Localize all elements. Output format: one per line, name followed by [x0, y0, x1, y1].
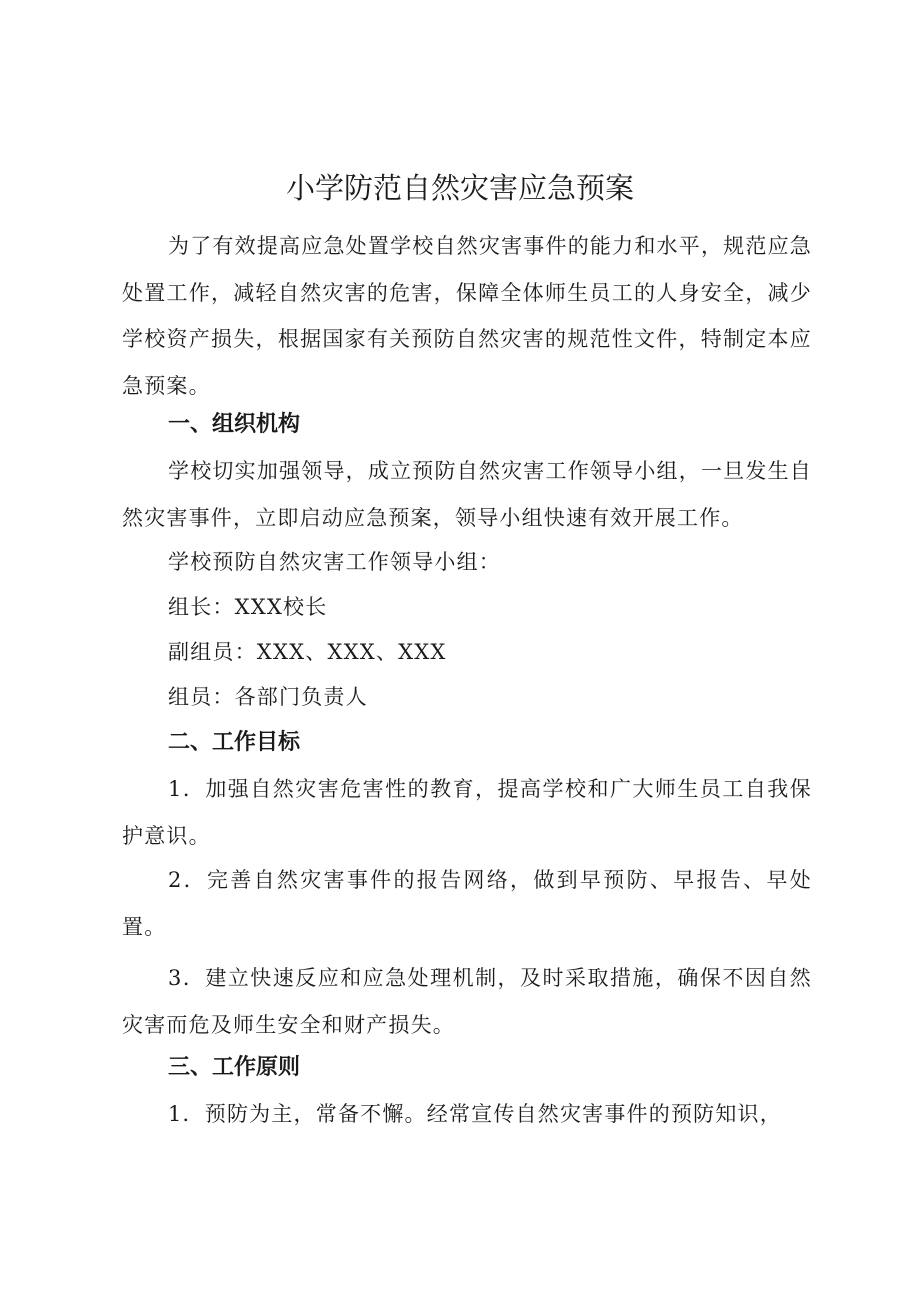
group-deputy-line: 副组员：XXX、XXX、XXX — [168, 640, 447, 664]
group-members-line: 组员：各部门负责人 — [168, 685, 368, 709]
section-2-item-1: 1．加强自然灾害危害性的教育，提高学校和广大师生员工自我保护意识。 — [122, 777, 812, 848]
section-2-item-3: 3．建立快速反应和应急处理机制，及时采取措施，确保不因自然灾害而危及师生安全和财产损失。 — [122, 966, 812, 1037]
section-3-heading: 三、工作原则 — [168, 1055, 301, 1080]
document-title: 小学防范自然灾害应急预案 — [285, 171, 634, 205]
group-leader-line: 组长：XXX校长 — [168, 595, 328, 619]
intro-paragraph: 为了有效提高应急处置学校自然灾害事件的能力和水平，规范应急处置工作，减轻自然灾害的危害，保障全体师生员工的人身安全，减少学校资产损失，根据国家有关预防自然灾害的规范性文件，特制定本应急预案。 — [122, 234, 812, 398]
section-1-paragraph: 学校切实加强领导，成立预防自然灾害工作领导小组，一旦发生自然灾害事件，立即启动应急预案，领导小组快速有效开展工作。 — [122, 459, 812, 530]
section-3-item-1: 1．预防为主，常备不懈。经常宣传自然灾害事件的预防知识， — [168, 1102, 782, 1126]
section-2-item-2: 2．完善自然灾害事件的报告网络，做到早预防、早报告、早处置。 — [122, 868, 812, 939]
leading-group-title: 学校预防自然灾害工作领导小组： — [168, 550, 501, 574]
section-1-heading: 一、组织机构 — [168, 412, 301, 437]
section-2-heading: 二、工作目标 — [168, 730, 301, 755]
